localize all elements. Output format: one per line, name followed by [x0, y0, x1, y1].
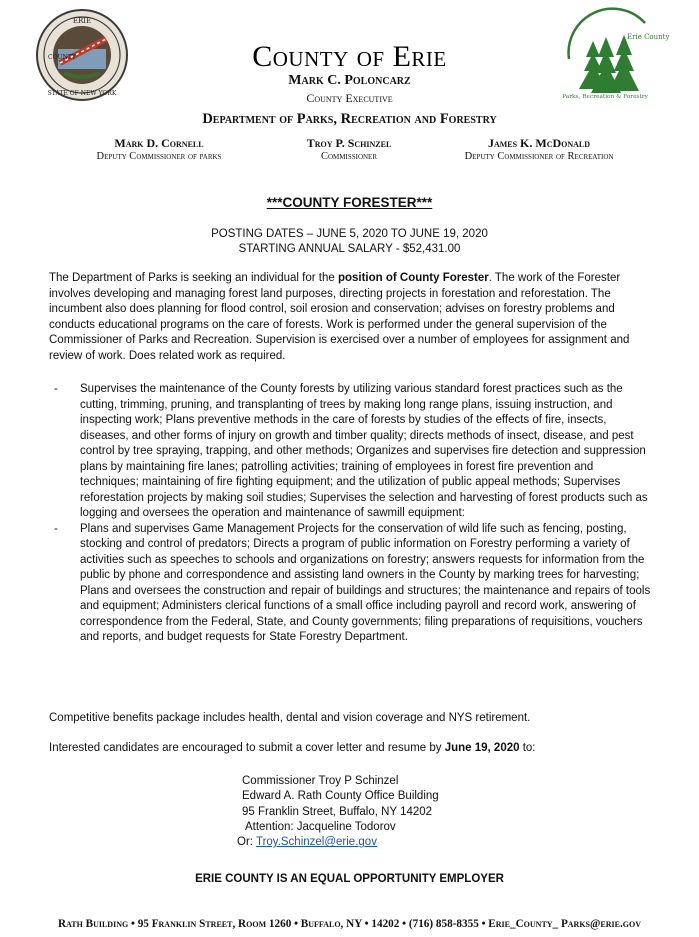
apply-text-before: Interested candidates are encouraged to submit a cover letter and resume by: [49, 742, 445, 754]
official-deputy-recreation: [436, 136, 642, 162]
apply-paragraph: [49, 741, 654, 757]
job-title: ***COUNTY FORESTER***: [266, 195, 433, 210]
intro-paragraph: [49, 271, 654, 364]
official-name: Mark D. Cornell: [114, 136, 204, 150]
address-line-3: 95 Franklin Street, Buffalo, NY 14202: [242, 805, 433, 818]
apply-text-after: to:: [519, 742, 536, 754]
department-name: Department of Parks, Recreation and Forestry: [202, 111, 497, 127]
benefits-paragraph: Competitive benefits package includes health, dental and vision coverage and NYS retirement.: [49, 712, 531, 724]
list-item: [52, 522, 654, 646]
official-title: Deputy Commissioner of parks: [96, 151, 222, 162]
bullet-dash: -: [54, 383, 58, 395]
seal-text-erie: ERIE: [72, 17, 92, 25]
duty-text: Supervises the maintenance of the County forests by utilizing various standard forest practices such as the cutting, trimming, pruning, and transplanting of trees by making long range plans, issuing instruction, and inspecting work; Plans preventive methods in the care of forests by studies of the effects of fire, insects, diseases, and other forms of injury on growth and timber quality; directs methods of insect, disease, and pest control by tree spraying, trapping, and other methods; Organizes and supervises fire detection and suppression plans by maintaining fire lanes; patrolling activities; training of employees in forest fire prevention and techniques; maintaining of fire fighting equipment; and the utilization of public appeal methods; Supervises reforestation projects by making soil studies; Supervises the selection and harvesting of forest products such as logging and oversees the operation and maintenance of sawmill equipment:: [80, 383, 648, 519]
executive-title: County Executive: [306, 91, 393, 105]
email-line: [237, 835, 537, 850]
duties-list: [52, 382, 654, 646]
official-title: Commissioner: [320, 151, 377, 162]
official-title: Deputy Commissioner of Recreation: [464, 151, 614, 162]
address-line-4: Attention: Jacqueline Todorov: [245, 820, 396, 833]
executive-name: Mark C. Poloncarz: [288, 73, 411, 88]
official-deputy-parks: [70, 136, 248, 162]
logo-text-parks: Parks, Recreation & Forestry: [562, 94, 648, 100]
email-link[interactable]: Troy.Schinzel@erie.gov: [255, 836, 377, 849]
official-commissioner: [264, 136, 434, 162]
starting-salary: STARTING ANNUAL SALARY - $52,431.00: [238, 243, 461, 255]
intro-text-after: . The work of the Forester involves developing and managing forest land purposes, directing projects in forestation and reforestation. The incumbent also does planning for flood control, soil erosion and conservation; advises on forestry problems and conducts educational programs on the care of forests. Work is performed under the general supervision of the Commissioner of Parks and Recreation. Supervision is exercised over a number of employees for assignment and review of work. Does related work as required.: [49, 272, 630, 362]
duty-text: Plans and supervises Game Management Projects for the conservation of wild life such as fencing, posting, stocking and control of predators; Directs a program of public information on Forestry performing a variety of activities such as speeches to schools and organizations on forestry; answers requests for information from the public by phone and correspondence and assisting land owners in the County by marking trees for harvesting; Plans and oversees the construction and repair of buildings and structures; the maintenance and repairs of tools and equipment; Administers clerical functions of a small office including payroll and record work, answering of correspondence from the Federal, State, and County governments; filing preparations of requisitions, vouchers and reports, and budget requests for State Forestry Department.: [80, 522, 651, 643]
footer-contact: Rath Building • 95 Franklin Street, Room 1260 • Buffalo, NY • 14202 • (716) 858-8355 • Erie_County_ Parks@erie.gov: [58, 918, 641, 930]
seal-text-county: COUNTY: [48, 54, 76, 61]
apply-deadline-bold: June 19, 2020: [444, 742, 520, 754]
intro-text-before: The Department of Parks is seeking an individual for the: [49, 272, 338, 284]
list-item: [52, 382, 654, 522]
address-line-1: Commissioner Troy P Schinzel: [242, 775, 399, 787]
bullet-dash: -: [54, 522, 58, 535]
posting-dates: POSTING DATES – JUNE 5, 2020 TO JUNE 19, 2020: [211, 228, 488, 240]
or-label: Or:: [237, 836, 256, 849]
intro-position-bold: position of County Forester: [337, 272, 489, 284]
address-line-2: Edward A. Rath County Office Building: [242, 790, 439, 803]
equal-opportunity-statement: ERIE COUNTY IS AN EQUAL OPPORTUNITY EMPLOYER: [195, 873, 504, 885]
official-name: James K. McDonald: [487, 136, 591, 150]
seal-text-state: STATE OF NEW YORK: [47, 90, 117, 97]
official-name: Troy P. Schinzel: [306, 136, 392, 150]
county-title: County of Erie: [252, 40, 447, 73]
logo-text-erie-county: Erie County: [627, 33, 670, 41]
mailing-address: [237, 774, 537, 850]
